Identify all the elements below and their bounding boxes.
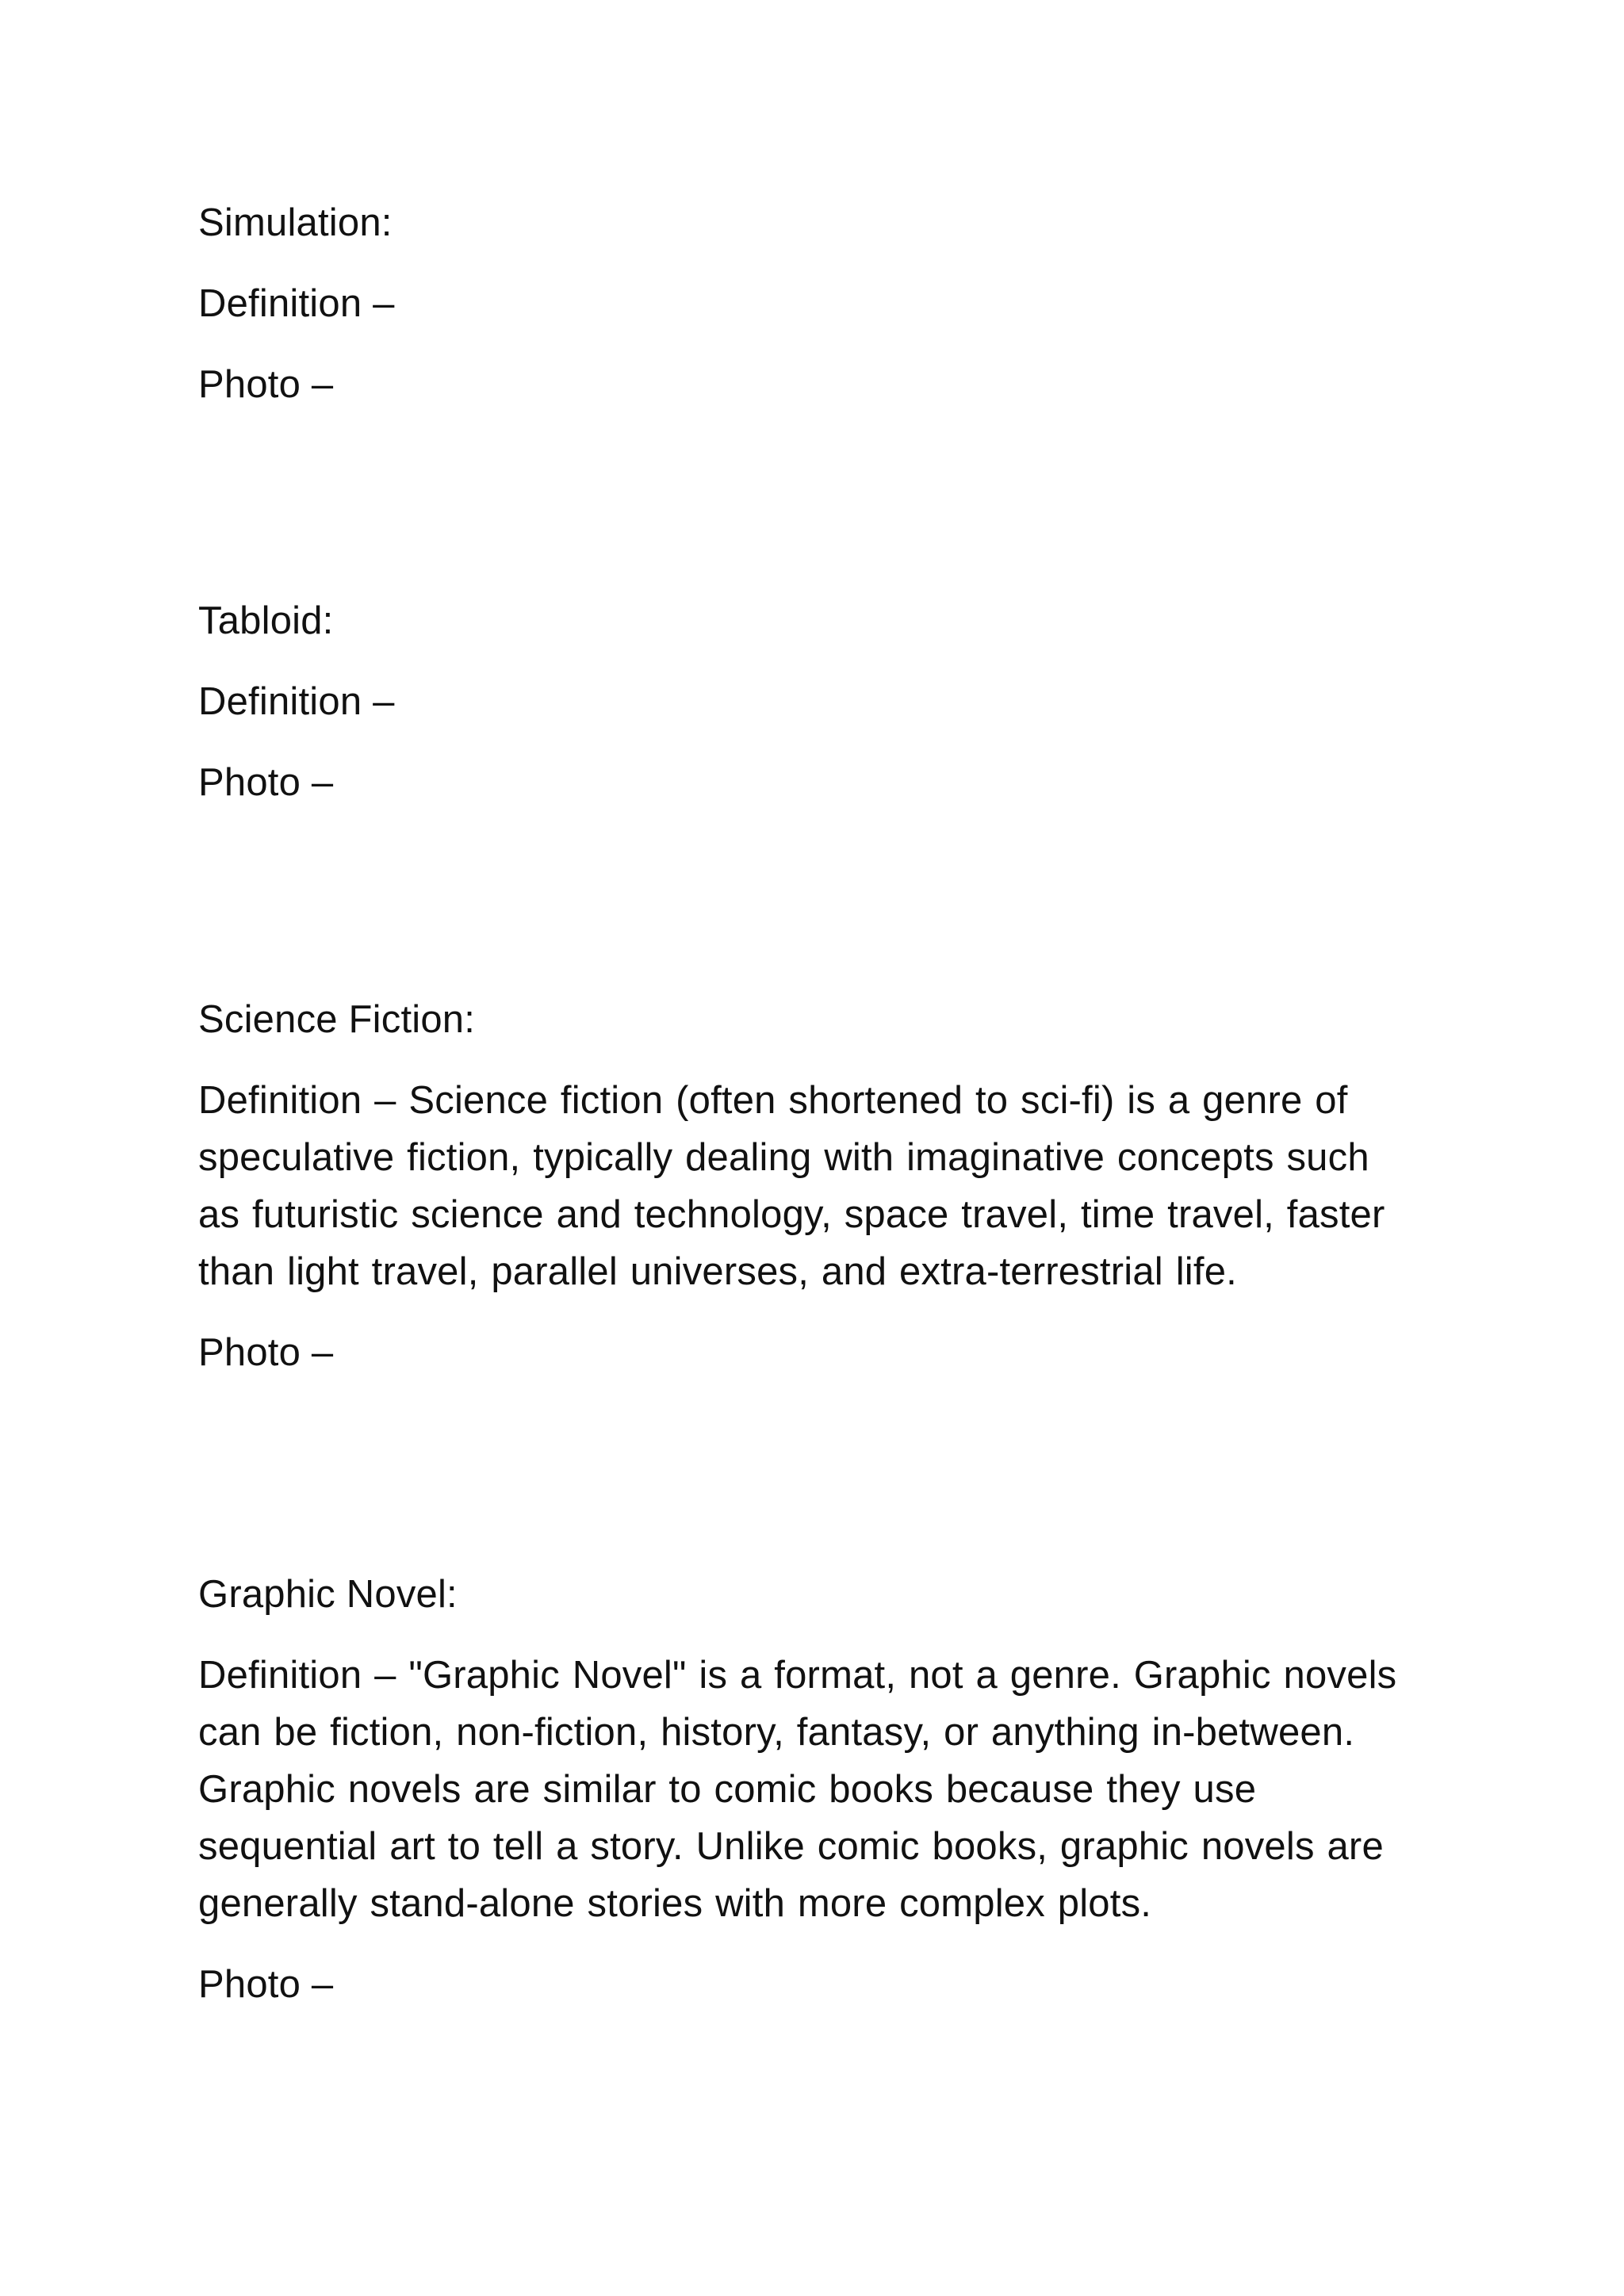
photo-label: Photo – [198,1963,334,2006]
definition-line: Definition – "Graphic Novel" is a format, not a genre. Graphic novels [198,1654,1397,1697]
definition-line: Graphic novels are similar to comic books because they use [198,1768,1257,1811]
definition-label: Definition – [198,282,395,325]
section-heading: Tabloid: [198,599,334,642]
photo-label: Photo – [198,1331,334,1374]
definition-line: speculative fiction, typically dealing with imaginative concepts such [198,1136,1369,1179]
definition-line: Definition – Science fiction (often shortened to sci-fi) is a genre of [198,1079,1348,1122]
section-heading: Science Fiction: [198,998,476,1041]
definition-paragraph [198,1072,1435,1300]
section-science-fiction [198,991,1435,1381]
section-graphic-novel [198,1566,1435,2013]
section-heading: Simulation: [198,201,393,244]
definition-line: as futuristic science and technology, space travel, time travel, faster [198,1193,1385,1236]
photo-label: Photo – [198,363,334,406]
definition-line: than light travel, parallel universes, and extra-terrestrial life. [198,1250,1237,1293]
definition-line: generally stand-alone stories with more complex plots. [198,1882,1152,1925]
definition-line: can be fiction, non-fiction, history, fantasy, or anything in-between. [198,1711,1355,1754]
section-heading: Graphic Novel: [198,1573,458,1616]
section-simulation [198,194,1435,413]
definition-label: Definition – [198,680,395,723]
definition-line: sequential art to tell a story. Unlike comic books, graphic novels are [198,1825,1384,1868]
definition-paragraph [198,1647,1435,1932]
section-tabloid [198,592,1435,811]
photo-label: Photo – [198,761,334,804]
